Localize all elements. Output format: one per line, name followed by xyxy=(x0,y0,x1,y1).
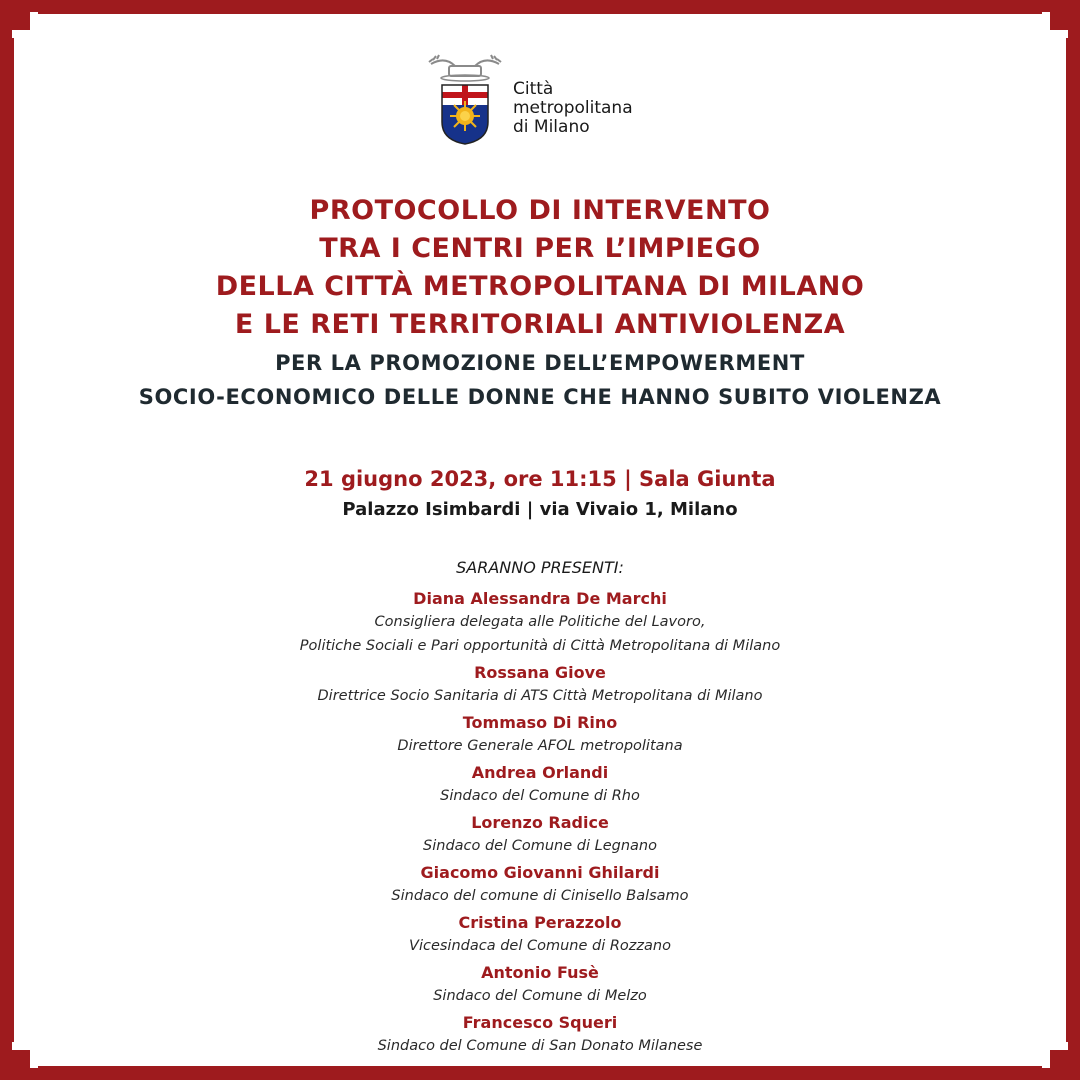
subtitle-line: PER LA PROMOZIONE DELL’EMPOWERMENT xyxy=(275,351,805,375)
person-role: Vicesindaca del Comune di Rozzano xyxy=(409,938,671,954)
list-item xyxy=(0,1012,1080,1058)
person-name: Lorenzo Radice xyxy=(471,813,609,832)
list-item xyxy=(0,862,1080,908)
page-title xyxy=(0,192,1080,344)
title-line: E LE RETI TERRITORIALI ANTIVIOLENZA xyxy=(234,309,846,340)
logo-line: di Milano xyxy=(513,117,590,137)
title-line: PROTOCOLLO DI INTERVENTO xyxy=(309,195,771,226)
person-role: Sindaco del Comune di Legnano xyxy=(423,838,657,854)
person-name: Cristina Perazzolo xyxy=(458,913,622,932)
list-item xyxy=(0,712,1080,758)
list-item xyxy=(0,662,1080,708)
list-item xyxy=(0,962,1080,1008)
person-name: Antonio Fusè xyxy=(481,963,599,982)
subtitle-line: SOCIO-ECONOMICO DELLE DONNE CHE HANNO SUBITO VIOLENZA xyxy=(138,385,942,409)
person-role: Sindaco del Comune di Melzo xyxy=(433,988,647,1004)
person-name: Francesco Squeri xyxy=(462,1013,618,1032)
logo-text xyxy=(513,80,633,137)
person-role: Consigliera delegata alle Politiche del Lavoro, xyxy=(374,614,706,630)
event-place: Palazzo Isimbardi | via Vivaio 1, Milano xyxy=(342,499,738,520)
logo xyxy=(425,52,665,147)
person-name: Andrea Orlandi xyxy=(471,763,609,782)
logo-line: Città xyxy=(513,79,554,99)
list-item xyxy=(0,912,1080,958)
person-role: Politiche Sociali e Pari opportunità di Città Metropolitana di Milano xyxy=(299,638,781,654)
list-item xyxy=(0,588,1080,658)
event-date: 21 giugno 2023, ore 11:15 | Sala Giunta xyxy=(304,467,776,491)
title-line: TRA I CENTRI PER L’IMPIEGO xyxy=(319,233,761,264)
title-line: DELLA CITTÀ METROPOLITANA DI MILANO xyxy=(215,271,865,302)
subtitle xyxy=(0,346,1080,414)
person-role: Sindaco del Comune di San Donato Milanese xyxy=(377,1038,703,1054)
person-name: Diana Alessandra De Marchi xyxy=(413,589,667,608)
present-label: SARANNO PRESENTI: xyxy=(456,558,624,577)
person-role: Sindaco del Comune di Rho xyxy=(440,788,640,804)
logo-line: metropolitana xyxy=(513,98,633,118)
person-name: Giacomo Giovanni Ghilardi xyxy=(420,863,660,882)
person-role: Direttore Generale AFOL metropolitana xyxy=(397,738,683,754)
list-item xyxy=(0,812,1080,858)
coat-of-arms-icon xyxy=(425,52,505,147)
people-list xyxy=(0,588,1080,1062)
list-item xyxy=(0,762,1080,808)
person-name: Rossana Giove xyxy=(474,663,606,682)
person-role: Sindaco del comune di Cinisello Balsamo xyxy=(391,888,689,904)
person-name: Tommaso Di Rino xyxy=(462,713,618,732)
person-role: Direttrice Socio Sanitaria di ATS Città Metropolitana di Milano xyxy=(317,688,763,704)
